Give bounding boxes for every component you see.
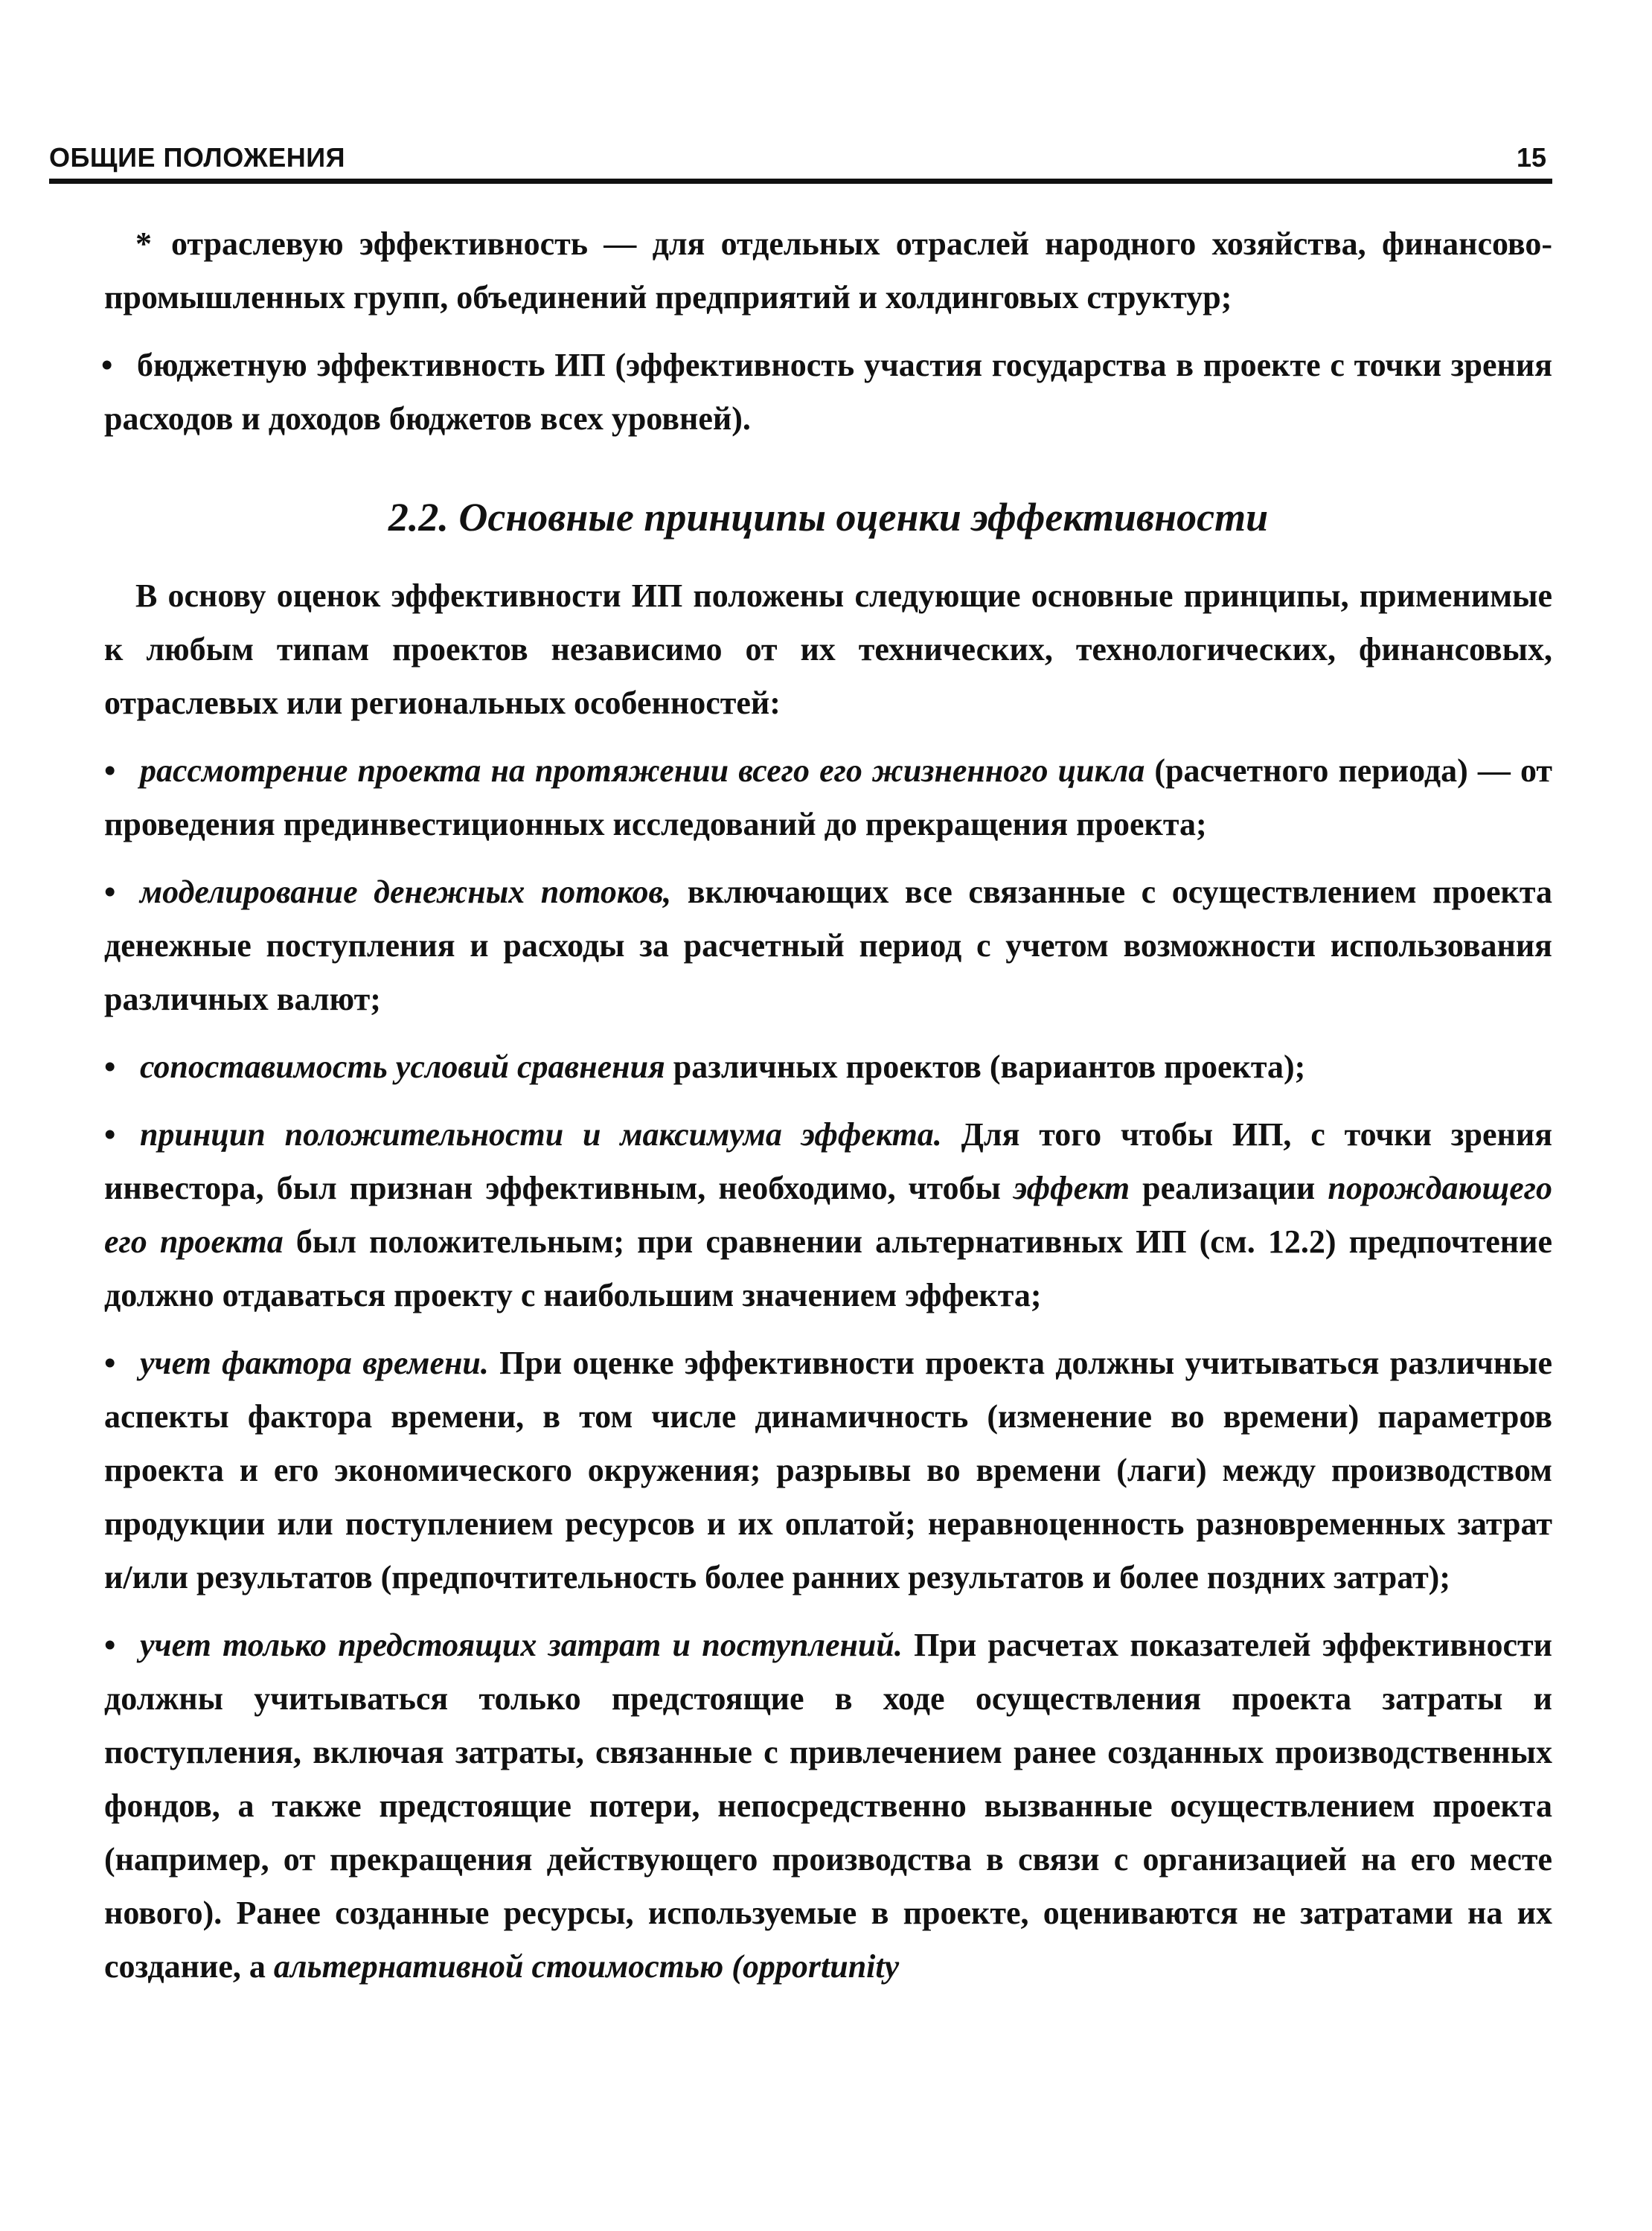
principle-term: учет только предстоящих затрат и поступлений. bbox=[140, 1627, 903, 1663]
principle-item bbox=[104, 1337, 1552, 1604]
principle-text: Для того чтобы ИП, с точки зрения инвестора, был признан эффективным, необходимо, чтобы bbox=[104, 1116, 1553, 1206]
principle-item bbox=[104, 744, 1552, 851]
bullet-text: бюджетную эффективность ИП (эффективность участия государства в проекте с точки зрения расходов и доходов бюджетов всех уровней). bbox=[104, 347, 1552, 437]
page-number: 15 bbox=[1516, 142, 1546, 173]
principle-text: включающих все связанные с осуществлением проекта денежные поступления и расходы за расчетный период с учетом возможности использования различных валют; bbox=[104, 874, 1552, 1017]
principle-text: При расчетах показателей эффективности должны учитываться только предстоящие в ходе осуществления проекта затраты и поступления, включая затраты, связанные с привлечением ранее созданных производственных фондов, а также предстоящие потери, непосредственно вызванные осуществлением проекта (например, от прекращения действующего производства в связи с организацией на его месте нового). Ранее созданные ресурсы, используемые в проекте, оцениваются не затратами на их создание, а bbox=[104, 1627, 1552, 1985]
principle-term: принцип положительности и максимума эффекта. bbox=[140, 1116, 942, 1153]
principle-text: (расчетного периода) — от проведения прединвестиционных исследований до прекращения проекта; bbox=[104, 752, 1553, 842]
bullet-icon: • bbox=[104, 752, 116, 789]
bullet-icon: • bbox=[104, 874, 116, 910]
principle-text: реализации bbox=[1130, 1170, 1328, 1206]
bullet-item bbox=[101, 339, 1552, 446]
principle-term: альтернативной стоимостью (opportunity bbox=[273, 1948, 900, 1985]
principle-text: различных проектов (вариантов проекта); bbox=[665, 1049, 1306, 1085]
intro-paragraph: В основу оценок эффективности ИП положены следующие основные принципы, применимые к любым типам проектов независимо от их технических, технологических, финансовых, отраслевых или региональных особенностей: bbox=[104, 577, 1552, 721]
principle-term: рассмотрение проекта на протяжении всего его жизненного цикла bbox=[140, 752, 1145, 789]
principle-item bbox=[104, 1040, 1552, 1094]
bullet-icon: • bbox=[104, 1345, 116, 1381]
principle-item bbox=[104, 865, 1552, 1026]
principle-term: учет фактора времени. bbox=[140, 1345, 489, 1381]
bullet-icon: • bbox=[104, 1049, 116, 1085]
principle-text: был положительным; при сравнении альтернативных ИП (см. 12.2) предпочтение должно отдаваться проекту с наибольшим значением эффекта; bbox=[104, 1223, 1553, 1313]
bullet-item bbox=[104, 217, 1552, 324]
header-rule bbox=[49, 179, 1552, 184]
principle-term: моделирование денежных потоков, bbox=[140, 874, 672, 910]
bullet-text: отраслевую эффективность — для отдельных отраслей народного хозяйства, финансово-промышленных групп, объединений предприятий и холдинговых структур; bbox=[104, 225, 1552, 316]
bullet-icon: • bbox=[104, 1116, 116, 1153]
principle-term: порождающего его проекта bbox=[104, 1170, 1552, 1260]
section-heading: 2.2. Основные принципы оценки эффективности bbox=[388, 495, 1269, 540]
principle-text: При оценке эффективности проекта должны учитываться различные аспекты фактора времени, в том числе динамичность (изменение во времени) параметров проекта и его экономического окружения; разрывы во времени (лаги) между производством продукции или поступлением ресурсов и их оплатой; неравноценность разновременных затрат и/или результатов (предпочтительность более ранних результатов и более поздних затрат); bbox=[104, 1345, 1552, 1595]
principle-term: эффект bbox=[1013, 1170, 1130, 1206]
principle-item bbox=[104, 1619, 1552, 1994]
running-title: ОБЩИЕ ПОЛОЖЕНИЯ bbox=[49, 142, 346, 173]
page-header bbox=[49, 138, 1552, 177]
bullet-icon: • bbox=[101, 347, 113, 383]
bullet-icon: • bbox=[104, 1627, 116, 1663]
principle-item bbox=[104, 1108, 1552, 1322]
principle-term: сопоставимость условий сравнения bbox=[140, 1049, 665, 1085]
page-body bbox=[101, 217, 1553, 2008]
bullet-icon: * bbox=[135, 225, 152, 262]
